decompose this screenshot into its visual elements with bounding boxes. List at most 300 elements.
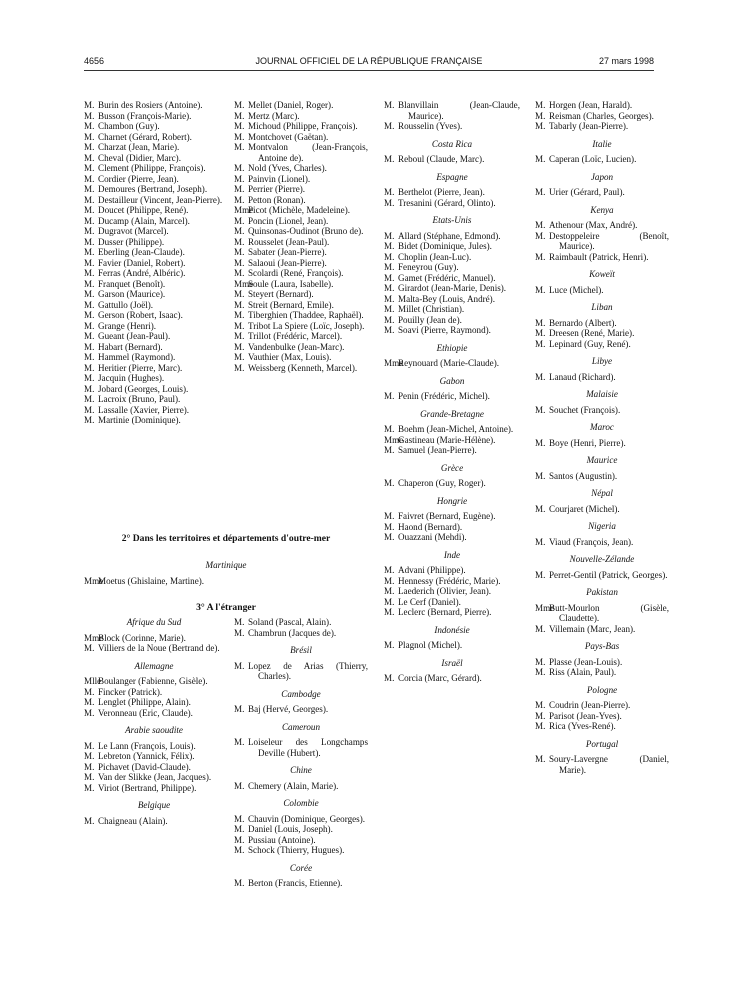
title-abbrev: M. (384, 262, 395, 272)
person-name: Gerson (Robert, Isaac). (98, 310, 183, 320)
title-abbrev: M. (535, 710, 546, 721)
name-entry (535, 721, 669, 732)
title-abbrev: M. (84, 215, 95, 226)
name-entry (234, 111, 368, 122)
person-name: Poncin (Lionel, Jean). (248, 215, 329, 226)
person-name: Feneyrou (Guy). (398, 262, 459, 272)
name-entry (84, 708, 224, 719)
title-abbrev: M. (84, 394, 95, 404)
person-name: Dusser (Philippe). (98, 236, 165, 247)
person-name: Bidet (Dominique, Jules). (398, 241, 492, 251)
name-entry (234, 321, 368, 332)
title-abbrev: M. (84, 110, 95, 121)
person-name: Boulanger (Fabienne, Gisèle). (98, 676, 208, 686)
title-abbrev: Mme (384, 358, 404, 368)
name-entry (535, 667, 669, 678)
title-abbrev: M. (84, 772, 95, 782)
title-abbrev: M. (535, 371, 546, 382)
title-abbrev: M. (84, 404, 95, 415)
person-name: Grange (Henri). (98, 320, 157, 331)
person-name: Urier (Gérard, Paul). (549, 187, 625, 197)
title-abbrev: M. (84, 761, 95, 772)
person-name: Mellet (Daniel, Roger). (248, 100, 334, 110)
name-entry (234, 310, 368, 321)
title-abbrev: M. (535, 284, 546, 295)
person-name: Destailleur (Vincent, Jean-Pierre). (98, 194, 223, 205)
person-name: Burin des Rosiers (Antoine). (98, 100, 203, 110)
title-abbrev: M. (384, 241, 395, 251)
person-name: Michoud (Philippe, François). (248, 121, 358, 131)
country-heading: Libye (591, 356, 613, 366)
name-entry (384, 231, 520, 242)
person-name: Soland (Pascal, Alain). (248, 617, 332, 627)
person-name: Moetus (Ghislaine, Martine). (98, 575, 205, 586)
person-name: Lanaud (Richard). (549, 371, 616, 382)
person-name: Lassalle (Xavier, Pierre). (98, 404, 190, 415)
journal-title: JOURNAL OFFICIEL DE LA RÉPUBLIQUE FRANÇAISE (255, 56, 483, 66)
title-abbrev: M. (535, 317, 546, 328)
title-abbrev: M. (234, 331, 245, 341)
country-heading: Pays-Bas (584, 641, 620, 651)
person-name: Chemery (Alain, Marie). (248, 780, 339, 791)
country-heading: Nouvelle-Zélande (569, 554, 635, 564)
title-abbrev: M. (384, 607, 395, 617)
name-entry (84, 762, 224, 773)
title-abbrev: Mlle (84, 676, 102, 686)
name-entry (384, 640, 520, 651)
title-abbrev: M. (384, 511, 395, 521)
title-abbrev: M. (84, 152, 95, 163)
name-entry (84, 279, 224, 290)
person-name: Lacroix (Bruno, Paul). (98, 394, 181, 404)
person-name: Reboul (Claude, Marc). (398, 154, 485, 164)
person-name: Gamet (Frédéric, Manuel). (398, 272, 496, 283)
person-name: Chaperon (Guy, Roger). (398, 478, 486, 488)
country-heading: Ethiopie (436, 342, 468, 353)
country-heading: Malaisie (586, 389, 618, 399)
name-entry (84, 195, 224, 206)
title-abbrev: M. (384, 314, 395, 325)
title-abbrev: M. (234, 215, 245, 226)
person-name: Viaud (François, Jean). (549, 536, 634, 547)
title-abbrev: M. (535, 569, 546, 580)
name-entry (84, 321, 224, 332)
name-entry (535, 700, 669, 711)
country-heading: Israël (441, 657, 463, 668)
name-entry (84, 816, 224, 827)
name-entry (384, 358, 520, 369)
country-heading: Etats-Unis (432, 215, 472, 225)
person-name: Chauvin (Dominique, Georges). (248, 813, 366, 824)
title-abbrev: M. (84, 415, 95, 425)
person-name: Montchovet (Gaëtan). (248, 131, 329, 142)
name-entry (234, 121, 368, 132)
name-entry (234, 163, 368, 174)
title-abbrev: M. (84, 362, 95, 373)
title-abbrev: M. (84, 247, 95, 257)
person-name: Reisman (Charles, Georges). (549, 110, 654, 121)
name-entry (234, 142, 368, 163)
title-abbrev: M. (384, 325, 395, 335)
person-name: Pussiau (Antoine). (248, 834, 316, 845)
person-name: Ducamp (Alain, Marcel). (98, 215, 190, 226)
title-abbrev: M. (84, 751, 95, 761)
person-name: Charzat (Jean, Marie). (98, 142, 180, 152)
column-2b-list (234, 617, 368, 889)
name-entry (84, 363, 224, 374)
person-name: Vauthier (Max, Louis). (248, 352, 332, 362)
country-heading: Afrique du Sud (126, 617, 182, 627)
name-entry (535, 154, 669, 165)
person-name: Dugravot (Marcel). (98, 226, 169, 236)
person-name: Garson (Maurice). (98, 289, 166, 299)
person-name: Reynouard (Marie-Claude). (398, 358, 500, 368)
name-entry (234, 878, 368, 889)
person-name: Lebreton (Yannick, Félix). (98, 751, 195, 761)
martinique-block (84, 560, 368, 586)
person-name: Martinie (Dominique). (98, 415, 181, 425)
title-abbrev: M. (84, 373, 95, 383)
title-abbrev: M. (535, 154, 546, 164)
country-heading: Maurice (586, 455, 618, 465)
name-entry (234, 814, 368, 825)
title-abbrev: M. (234, 257, 245, 268)
title-abbrev: M. (234, 660, 245, 671)
name-entry (84, 676, 224, 687)
name-entry (384, 121, 520, 132)
title-abbrev: M. (234, 268, 245, 278)
title-abbrev: M. (234, 310, 245, 320)
title-abbrev: M. (84, 310, 95, 320)
person-name: Baj (Hervé, Georges). (248, 704, 329, 714)
person-name: Clement (Philippe, François). (98, 163, 206, 173)
country-heading: Nigeria (588, 521, 616, 531)
person-name: Destoppeleire (Benoît, Maurice). (549, 230, 669, 251)
title-abbrev: M. (234, 737, 245, 747)
header-rule (84, 70, 654, 71)
person-name: Luce (Michel). (549, 284, 604, 295)
title-abbrev: M. (384, 154, 395, 164)
name-entry (384, 597, 520, 608)
title-abbrev: M. (234, 173, 245, 184)
person-name: Plagnol (Michel). (398, 640, 463, 650)
title-abbrev: M. (384, 230, 395, 241)
person-name: Busson (François-Marie). (98, 110, 192, 121)
name-entry (234, 279, 368, 290)
person-name: Schock (Thierry, Hugues). (248, 845, 345, 855)
country-heading: Colombie (283, 798, 319, 808)
title-abbrev: M. (84, 236, 95, 247)
name-entry (535, 318, 669, 329)
title-abbrev: M. (84, 643, 95, 653)
title-abbrev: M. (535, 251, 546, 262)
name-entry (84, 384, 224, 395)
person-name: Gueant (Jean-Paul). (98, 331, 171, 341)
name-entry (84, 783, 224, 794)
name-entry (234, 184, 368, 195)
person-name: Ouazzani (Mehdi). (398, 532, 467, 542)
name-entry (535, 372, 669, 383)
title-abbrev: M. (234, 100, 245, 110)
person-name: Athenour (Max, André). (549, 220, 638, 230)
name-entry (234, 824, 368, 835)
name-entry (535, 121, 669, 132)
title-abbrev: M. (384, 121, 395, 131)
name-entry (234, 247, 368, 258)
title-abbrev: M. (84, 299, 95, 310)
name-entry (84, 697, 224, 708)
name-entry (234, 835, 368, 846)
title-abbrev: Mme (234, 205, 254, 215)
title-abbrev: M. (384, 640, 395, 650)
name-entry (84, 142, 224, 153)
name-entry (84, 331, 224, 342)
name-entry (384, 435, 520, 446)
person-name: Villemain (Marc, Jean). (549, 623, 636, 634)
name-entry (384, 532, 520, 543)
column-1b-list (84, 617, 224, 826)
person-name: Viriot (Bertrand, Philippe). (98, 782, 197, 793)
person-name: Samuel (Jean-Pierre). (398, 445, 477, 455)
person-name: Chaigneau (Alain). (98, 815, 168, 826)
title-abbrev: M. (535, 700, 546, 710)
title-abbrev: M. (234, 184, 245, 194)
title-abbrev: M. (535, 121, 546, 131)
country-heading: Koweït (589, 269, 615, 279)
title-abbrev: M. (384, 100, 395, 110)
person-name: Caperan (Loïc, Lucien). (549, 154, 637, 164)
country-heading: Chine (290, 765, 312, 775)
title-abbrev: M. (384, 251, 395, 262)
name-entry (84, 342, 224, 353)
person-name: Pichavet (David-Claude). (98, 761, 191, 772)
person-name: Daniel (Louis, Joseph). (248, 824, 333, 834)
title-abbrev: M. (535, 328, 546, 338)
name-entry (84, 153, 224, 164)
name-entry (234, 195, 368, 206)
person-name: Cheval (Didier, Marc). (98, 152, 181, 163)
title-abbrev: M. (234, 226, 245, 236)
name-entry (535, 504, 669, 515)
title-abbrev: M. (234, 878, 245, 888)
title-abbrev: M. (234, 780, 245, 791)
title-abbrev: M. (84, 740, 95, 751)
title-abbrev: M. (234, 834, 245, 845)
name-entry (384, 478, 520, 489)
title-abbrev: M. (535, 230, 546, 241)
name-entry (234, 300, 368, 311)
country-heading: Népal (591, 488, 613, 498)
title-abbrev: M. (234, 299, 245, 310)
person-name: Gastineau (Marie-Hélène). (398, 434, 496, 445)
person-name: Eberling (Jean-Claude). (98, 247, 185, 257)
name-entry (384, 294, 520, 305)
person-name: Blanvillain (Jean-Claude, Maurice). (398, 100, 520, 121)
title-abbrev: M. (84, 131, 95, 142)
country-heading: Portugal (585, 738, 619, 749)
name-entry (535, 603, 669, 624)
title-abbrev: M. (535, 623, 546, 634)
person-name: Charnet (Gérard, Robert). (98, 131, 192, 142)
country-heading: Grèce (440, 462, 464, 473)
name-entry (384, 273, 520, 284)
name-entry (384, 445, 520, 456)
title-abbrev: M. (84, 331, 95, 341)
name-entry (535, 754, 669, 775)
title-abbrev: M. (535, 536, 546, 547)
country-heading: Gabon (439, 375, 465, 386)
title-abbrev: M. (84, 341, 95, 352)
name-entry (535, 624, 669, 635)
name-entry (84, 394, 224, 405)
country-heading: Martinique (205, 560, 247, 570)
name-entry (234, 174, 368, 185)
name-entry (384, 325, 520, 336)
title-abbrev: M. (84, 194, 95, 205)
title-abbrev: M. (535, 754, 546, 764)
title-abbrev: M. (84, 268, 95, 278)
name-entry (84, 289, 224, 300)
name-entry (84, 247, 224, 258)
name-entry (84, 643, 224, 654)
title-abbrev: M. (234, 352, 245, 362)
title-abbrev: M. (535, 470, 546, 481)
name-entry (84, 772, 224, 783)
person-name: Rica (Yves-René). (549, 721, 616, 731)
name-entry (535, 570, 669, 581)
name-entry (535, 537, 669, 548)
name-entry (535, 471, 669, 482)
title-abbrev: M. (84, 289, 95, 299)
person-name: Doucet (Philippe, René). (98, 205, 189, 215)
country-heading: Japon (590, 171, 614, 182)
title-abbrev: M. (84, 707, 95, 718)
title-abbrev: M. (234, 247, 245, 257)
title-abbrev: M. (535, 503, 546, 514)
person-name: Millet (Christian). (398, 304, 465, 314)
person-name: Tresanini (Gérard, Olinto). (398, 197, 496, 208)
title-abbrev: M. (234, 627, 245, 638)
title-abbrev: M. (535, 100, 546, 110)
title-abbrev: M. (84, 142, 95, 152)
person-name: Leclerc (Bernard, Pierre). (398, 607, 492, 617)
person-name: Rousselet (Jean-Paul). (248, 236, 330, 247)
name-entry (535, 220, 669, 231)
name-entry (234, 268, 368, 279)
title-abbrev: Mme (84, 575, 104, 586)
name-entry (234, 100, 368, 111)
name-entry (234, 226, 368, 237)
person-name: Corcia (Marc, Gérard). (398, 673, 482, 683)
title-abbrev: M. (84, 163, 95, 173)
title-abbrev: M. (234, 142, 245, 152)
name-entry (234, 617, 368, 628)
title-abbrev: M. (384, 293, 395, 304)
title-abbrev: M. (384, 575, 395, 586)
country-heading: Kenya (590, 204, 614, 215)
name-entry (84, 163, 224, 174)
title-abbrev: M. (384, 424, 395, 434)
name-entry (84, 405, 224, 416)
person-name: Salaoui (Jean-Pierre). (248, 257, 327, 268)
person-name: Boye (Henri, Pierre). (549, 437, 626, 448)
person-name: Horgen (Jean, Harald). (549, 100, 633, 110)
title-abbrev: M. (384, 445, 395, 455)
name-entry (234, 331, 368, 342)
title-abbrev: M. (234, 362, 245, 373)
title-abbrev: M. (234, 341, 245, 352)
person-name: Jobard (Georges, Louis). (98, 383, 189, 394)
person-name: Weissberg (Kenneth, Marcel). (248, 362, 358, 373)
person-name: Rousselin (Yves). (398, 121, 463, 131)
name-entry (84, 687, 224, 698)
name-entry (535, 339, 669, 350)
title-abbrev: M. (384, 532, 395, 542)
name-entry (535, 657, 669, 668)
person-name: Faivret (Bernard, Eugène). (398, 511, 496, 521)
name-entry (384, 241, 520, 252)
title-abbrev: M. (84, 100, 95, 110)
title-abbrev: M. (384, 673, 395, 683)
country-heading: Belgique (137, 800, 171, 810)
person-name: Demoures (Bertrand, Joseph). (98, 184, 208, 194)
person-name: Parisot (Jean-Yves). (549, 710, 622, 721)
name-entry (234, 363, 368, 374)
country-heading: Corée (289, 862, 313, 873)
person-name: Perrier (Pierre). (248, 184, 306, 194)
name-entry (384, 187, 520, 198)
title-abbrev: M. (384, 187, 395, 197)
title-abbrev: M. (535, 667, 546, 677)
column-4-list (535, 100, 669, 775)
name-entry (84, 184, 224, 195)
person-name: Vandenbulke (Jean-Marc). (248, 341, 345, 352)
name-entry (84, 205, 224, 216)
name-entry (384, 565, 520, 576)
name-entry (84, 100, 224, 111)
title-abbrev: M. (535, 404, 546, 415)
name-entry (84, 415, 224, 426)
name-entry (234, 258, 368, 269)
title-abbrev: M. (384, 272, 395, 283)
name-entry (84, 226, 224, 237)
name-entry (535, 111, 669, 122)
name-entry (84, 373, 224, 384)
person-name: Coudrin (Jean-Pierre). (549, 700, 631, 710)
title-abbrev: M. (384, 586, 395, 596)
person-name: Steyert (Bernard). (248, 289, 314, 299)
country-heading: Italie (592, 138, 612, 149)
name-entry (535, 100, 669, 111)
title-abbrev: M. (384, 283, 395, 293)
title-abbrev: M. (84, 352, 95, 362)
title-abbrev: M. (384, 478, 395, 488)
title-abbrev: M. (384, 391, 395, 401)
title-abbrev: M. (84, 782, 95, 793)
title-abbrev: M. (384, 565, 395, 575)
name-entry (234, 704, 368, 715)
name-entry (384, 511, 520, 522)
title-abbrev: M. (84, 815, 95, 826)
name-entry (535, 252, 669, 263)
title-abbrev: M. (84, 121, 95, 131)
title-abbrev: M. (234, 289, 245, 299)
person-name: Le Lann (François, Louis). (98, 740, 196, 751)
person-name: Haond (Bernard). (398, 521, 463, 532)
person-name: Franquet (Benoît). (98, 278, 166, 289)
title-abbrev: M. (535, 721, 546, 731)
name-entry (535, 328, 669, 339)
